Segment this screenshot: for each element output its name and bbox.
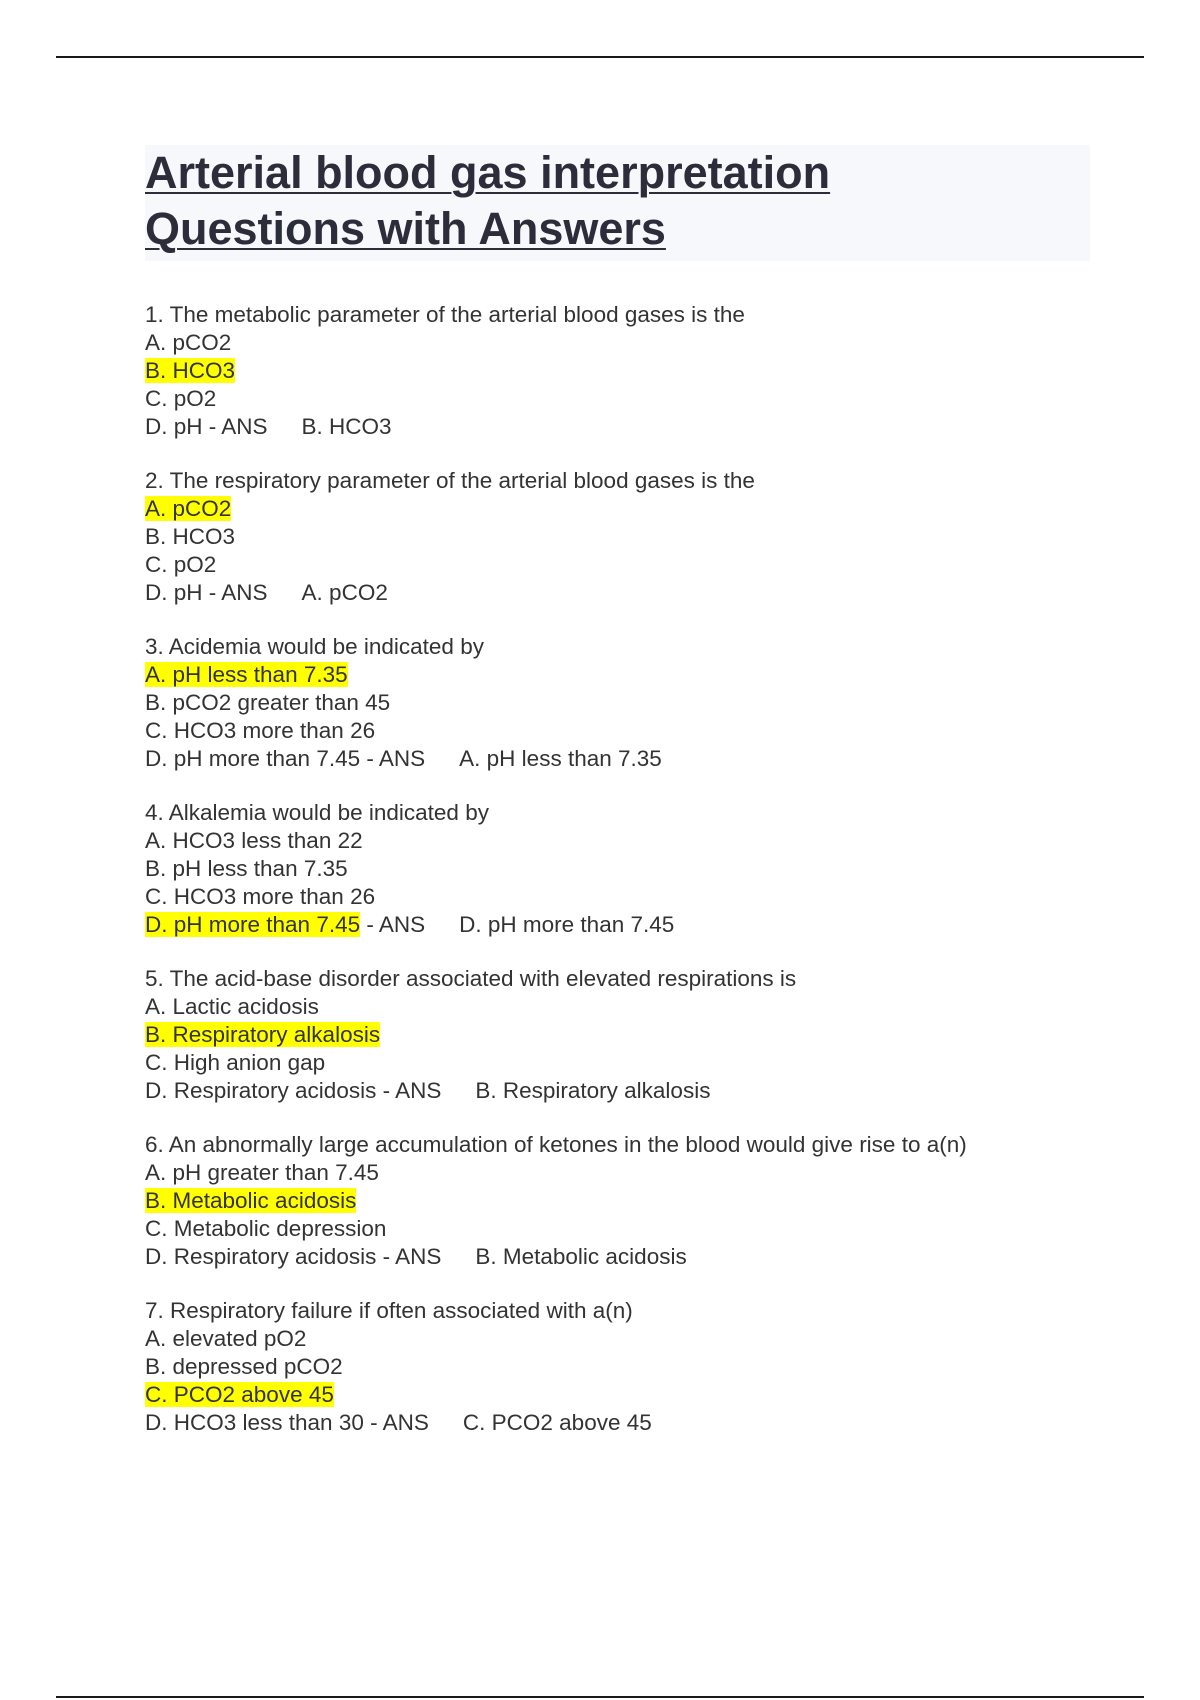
answer-text: B. HCO3 — [301, 414, 392, 439]
option-b: B. HCO3 — [145, 524, 236, 549]
question-stem: 2. The respiratory parameter of the arterial blood gases is the — [145, 468, 755, 493]
option-a-highlighted: A. pCO2 — [145, 496, 232, 521]
question-3 — [145, 633, 1090, 773]
option-d-answer-line — [145, 745, 1090, 773]
ans-marker: - ANS — [360, 746, 426, 771]
question-stem: 6. An abnormally large accumulation of ketones in the blood would give rise to a(n) — [145, 1132, 967, 1157]
option-d: D. HCO3 less than 30 — [145, 1410, 364, 1435]
option-c: C. HCO3 more than 26 — [145, 884, 376, 909]
question-stem: 4. Alkalemia would be indicated by — [145, 800, 489, 825]
option-b: B. pCO2 greater than 45 — [145, 690, 391, 715]
option-c-highlighted: C. PCO2 above 45 — [145, 1382, 334, 1407]
option-a: A. pCO2 — [145, 330, 232, 355]
option-d-answer-line — [145, 1077, 1090, 1105]
ans-marker: - ANS — [202, 580, 268, 605]
option-c: C. Metabolic depression — [145, 1216, 387, 1241]
question-1 — [145, 301, 1090, 441]
question-stem: 3. Acidemia would be indicated by — [145, 634, 484, 659]
answer-text: C. PCO2 above 45 — [462, 1410, 652, 1435]
option-d: D. Respiratory acidosis — [145, 1244, 377, 1269]
option-a: A. HCO3 less than 22 — [145, 828, 363, 853]
option-c: C. pO2 — [145, 552, 217, 577]
answer-text: A. pCO2 — [301, 580, 388, 605]
question-stem: 5. The acid-base disorder associated with elevated respirations is — [145, 966, 797, 991]
option-d: D. Respiratory acidosis — [145, 1078, 377, 1103]
ans-marker: - ANS — [202, 414, 268, 439]
question-list — [145, 301, 1090, 1437]
option-d-answer-line — [145, 1243, 1090, 1271]
option-d: D. pH — [145, 580, 203, 605]
title-line-2: Questions with Answers — [145, 203, 666, 254]
option-c: C. HCO3 more than 26 — [145, 718, 376, 743]
option-d: D. pH more than 7.45 — [145, 746, 361, 771]
question-5 — [145, 965, 1090, 1105]
question-4 — [145, 799, 1090, 939]
answer-text: A. pH less than 7.35 — [459, 746, 662, 771]
option-a-highlighted: A. pH less than 7.35 — [145, 662, 348, 687]
top-rule — [56, 56, 1144, 58]
option-d-answer-line — [145, 579, 1090, 607]
question-stem: 1. The metabolic parameter of the arterial blood gases is the — [145, 302, 745, 327]
answer-text: B. Respiratory alkalosis — [475, 1078, 711, 1103]
option-a: A. elevated pO2 — [145, 1326, 307, 1351]
ans-marker: - ANS — [360, 912, 426, 937]
option-b-highlighted: B. Respiratory alkalosis — [145, 1022, 381, 1047]
bottom-rule — [56, 1696, 1144, 1698]
option-d-answer-line — [145, 413, 1090, 441]
document-body — [145, 145, 1090, 1463]
question-stem: 7. Respiratory failure if often associated with a(n) — [145, 1298, 633, 1323]
option-a: A. pH greater than 7.45 — [145, 1160, 379, 1185]
ans-marker: - ANS — [376, 1244, 442, 1269]
question-6 — [145, 1131, 1090, 1271]
title-line-1: Arterial blood gas interpretation — [145, 147, 831, 198]
ans-marker: - ANS — [376, 1078, 442, 1103]
answer-text: B. Metabolic acidosis — [475, 1244, 687, 1269]
option-b: B. pH less than 7.35 — [145, 856, 348, 881]
option-b-highlighted: B. HCO3 — [145, 358, 236, 383]
option-a: A. Lactic acidosis — [145, 994, 319, 1019]
question-2 — [145, 467, 1090, 607]
option-d-highlighted: D. pH more than 7.45 — [145, 912, 361, 937]
question-7 — [145, 1297, 1090, 1437]
ans-marker: - ANS — [363, 1410, 429, 1435]
document-title — [145, 145, 1090, 261]
option-b: B. depressed pCO2 — [145, 1354, 343, 1379]
option-c: C. pO2 — [145, 386, 217, 411]
answer-text: D. pH more than 7.45 — [459, 912, 675, 937]
option-d-answer-line — [145, 911, 1090, 939]
option-b-highlighted: B. Metabolic acidosis — [145, 1188, 357, 1213]
option-d-answer-line — [145, 1409, 1090, 1437]
option-c: C. High anion gap — [145, 1050, 326, 1075]
option-d: D. pH — [145, 414, 203, 439]
